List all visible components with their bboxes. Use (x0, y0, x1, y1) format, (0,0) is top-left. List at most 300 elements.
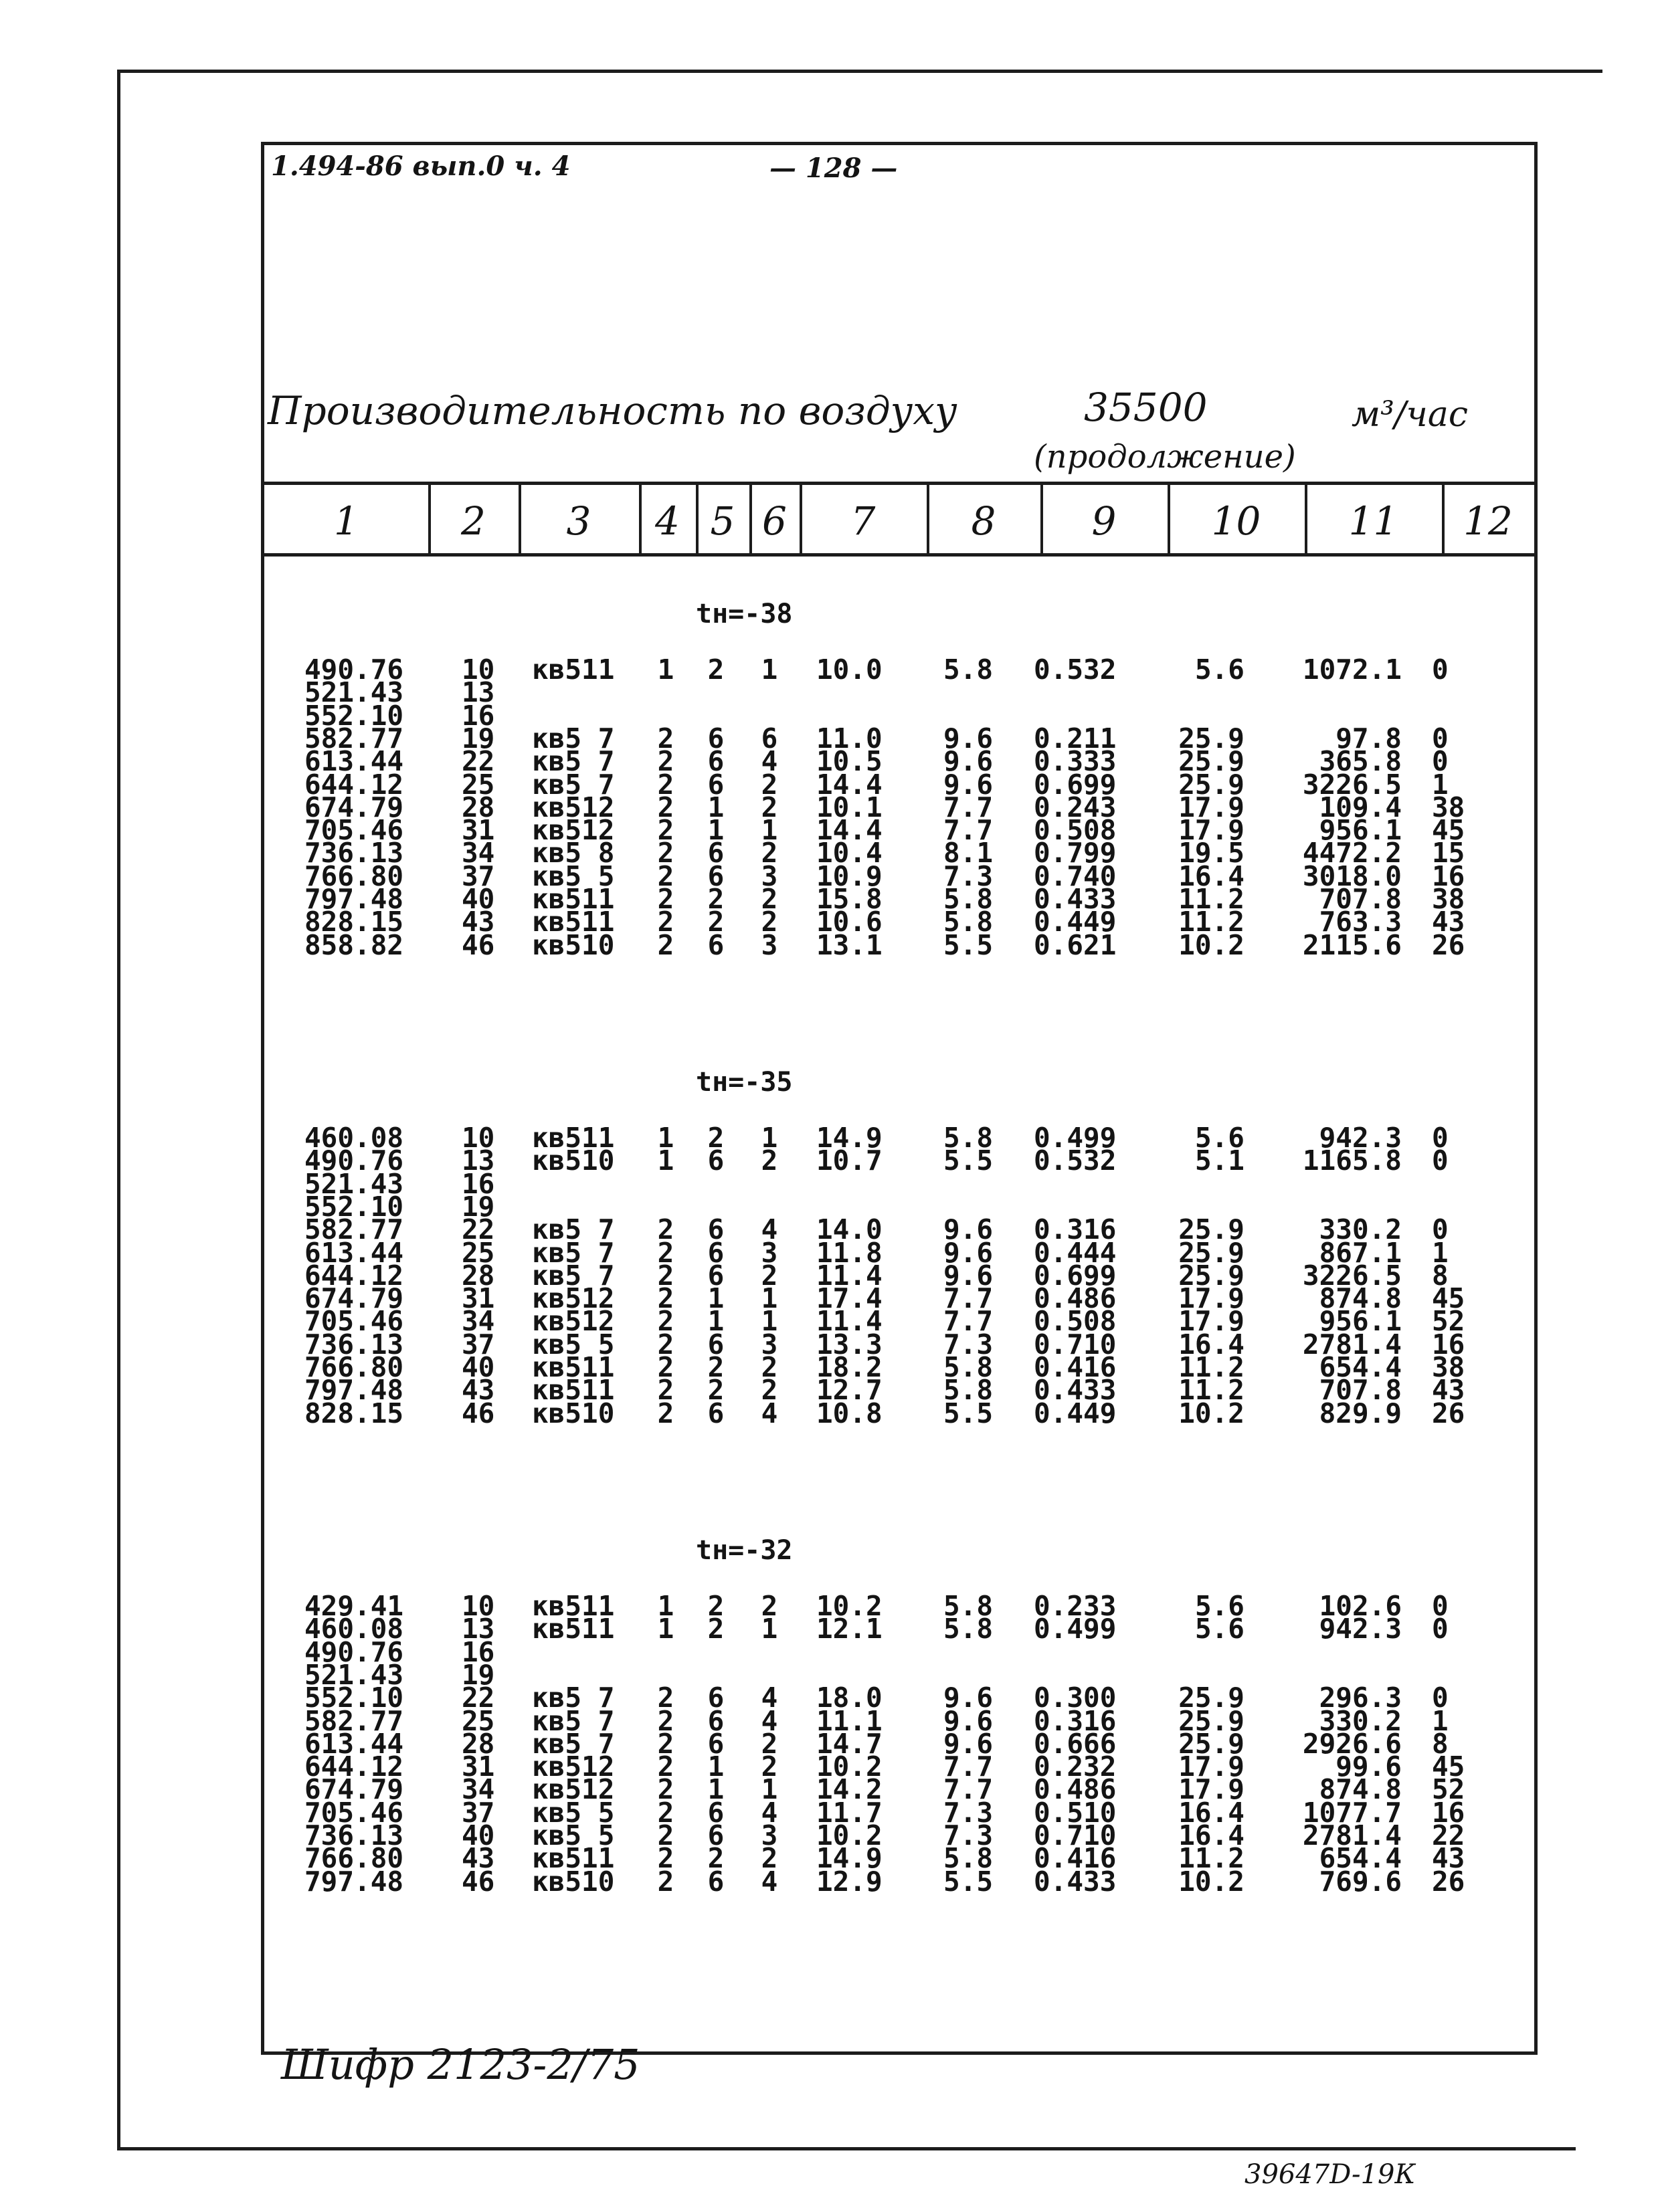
cell-col-9: 0.740 (1034, 860, 1117, 892)
airflow-value: 35500 (1084, 385, 1208, 430)
cell-col-7: 14.0 (816, 1213, 883, 1246)
cell-col-8: 5.8 (943, 1842, 994, 1875)
cell-col-4: 2 (657, 791, 674, 823)
cell-col-11: 769.6 (1319, 1865, 1402, 1898)
cell-col-8: 7.3 (943, 1796, 994, 1829)
cell-col-9: 0.508 (1034, 814, 1117, 847)
cell-col-7: 13.1 (816, 928, 883, 961)
cell-col-2: 46 (462, 1397, 495, 1429)
cell-col-2: 19 (462, 1658, 495, 1691)
cell-col-10: 16.4 (1178, 860, 1244, 892)
column-header-4: 4 (655, 498, 680, 544)
cell-col-3: кв5 7 (532, 722, 615, 755)
cell-col-5: 1 (707, 814, 725, 847)
cell-col-4: 2 (657, 1773, 674, 1806)
cell-col-1: 674.79 (304, 791, 404, 823)
cell-col-11: 296.3 (1319, 1682, 1402, 1714)
cell-col-1: 521.43 (304, 676, 404, 709)
cell-col-7: 12.1 (816, 1613, 883, 1645)
cell-col-8: 7.7 (943, 814, 994, 847)
cell-col-10: 17.9 (1178, 1773, 1244, 1806)
cell-col-11: 3226.5 (1302, 1259, 1402, 1292)
cell-col-11: 874.8 (1319, 1282, 1402, 1315)
cell-col-2: 19 (462, 1190, 495, 1223)
cell-col-10: 10.2 (1178, 1865, 1244, 1898)
cell-col-12: 15 (1432, 837, 1465, 870)
cell-col-5: 1 (707, 1305, 725, 1338)
cell-col-6: 4 (761, 1865, 778, 1898)
cell-col-1: 828.15 (304, 1397, 404, 1429)
cell-col-7: 10.9 (816, 860, 883, 892)
cell-col-1: 828.15 (304, 906, 404, 938)
cell-col-12: 16 (1432, 1796, 1465, 1829)
cell-col-3: кв511 (532, 906, 615, 938)
cell-col-8: 5.8 (943, 653, 994, 686)
section-label: tн=-38 (696, 599, 793, 629)
cell-col-3: кв511 (532, 653, 615, 686)
column-header-3: 3 (566, 498, 591, 544)
column-header-10: 10 (1211, 498, 1261, 544)
cell-col-12: 8 (1432, 1259, 1449, 1292)
cell-col-2: 31 (462, 814, 495, 847)
cell-col-6: 2 (761, 1727, 778, 1760)
cell-col-2: 10 (462, 1590, 495, 1622)
cell-col-8: 8.1 (943, 837, 994, 870)
cell-col-12: 0 (1432, 1590, 1449, 1622)
cell-col-6: 2 (761, 1842, 778, 1875)
cell-col-2: 31 (462, 1282, 495, 1315)
cell-col-2: 19 (462, 722, 495, 755)
cell-col-10: 17.9 (1178, 791, 1244, 823)
cell-col-3: кв511 (532, 1613, 615, 1645)
cell-col-6: 4 (761, 745, 778, 778)
cell-col-4: 2 (657, 722, 674, 755)
cell-col-5: 6 (707, 722, 725, 755)
table-row (0, 1635, 1660, 1668)
continuation-note: (продолжение) (1034, 438, 1296, 476)
cell-col-10: 17.9 (1178, 1305, 1244, 1338)
cell-col-11: 2781.4 (1302, 1819, 1402, 1851)
cell-col-8: 5.8 (943, 1590, 994, 1622)
cell-col-6: 3 (761, 1328, 778, 1361)
cell-col-8: 9.6 (943, 768, 994, 801)
cell-col-5: 1 (707, 1773, 725, 1806)
cell-col-12: 26 (1432, 1865, 1465, 1898)
cell-col-8: 5.8 (943, 906, 994, 938)
cell-col-7: 10.4 (816, 837, 883, 870)
cell-col-8: 9.6 (943, 1213, 994, 1246)
cell-col-1: 644.12 (304, 1750, 404, 1783)
cell-col-12: 0 (1432, 722, 1449, 755)
cell-col-10: 19.5 (1178, 837, 1244, 870)
cell-col-3: кв5 7 (532, 1727, 615, 1760)
cell-col-2: 28 (462, 791, 495, 823)
cell-col-10: 25.9 (1178, 1727, 1244, 1760)
cell-col-9: 0.333 (1034, 745, 1117, 778)
cell-col-6: 4 (761, 1796, 778, 1829)
cell-col-5: 2 (707, 1590, 725, 1622)
cell-col-4: 2 (657, 906, 674, 938)
cell-col-1: 582.77 (304, 1213, 404, 1246)
cell-col-11: 99.6 (1335, 1750, 1402, 1783)
cell-col-10: 11.2 (1178, 1842, 1244, 1875)
cell-col-2: 46 (462, 1865, 495, 1898)
cell-col-11: 763.3 (1319, 906, 1402, 938)
cell-col-2: 25 (462, 1236, 495, 1269)
cell-col-10: 10.2 (1178, 1397, 1244, 1429)
cell-col-5: 6 (707, 1236, 725, 1269)
cell-col-6: 3 (761, 1819, 778, 1851)
cell-col-8: 7.7 (943, 1282, 994, 1315)
cell-col-7: 17.4 (816, 1282, 883, 1315)
cell-col-12: 0 (1432, 1613, 1449, 1645)
cell-col-2: 37 (462, 1796, 495, 1829)
cell-col-5: 6 (707, 1397, 725, 1429)
cell-col-9: 0.510 (1034, 1796, 1117, 1829)
cell-col-2: 28 (462, 1727, 495, 1760)
cell-col-8: 5.5 (943, 1865, 994, 1898)
cell-col-9: 0.444 (1034, 1236, 1117, 1269)
cell-col-5: 6 (707, 837, 725, 870)
cell-col-4: 2 (657, 1796, 674, 1829)
cell-col-9: 0.532 (1034, 653, 1117, 686)
cell-col-3: кв512 (532, 1305, 615, 1338)
cell-col-10: 5.6 (1194, 653, 1244, 686)
column-header-2: 2 (461, 498, 486, 544)
cell-col-8: 9.6 (943, 1704, 994, 1737)
column-header-9: 9 (1091, 498, 1117, 544)
cell-col-5: 6 (707, 1796, 725, 1829)
cell-col-9: 0.799 (1034, 837, 1117, 870)
cell-col-10: 25.9 (1178, 722, 1244, 755)
cell-col-12: 1 (1432, 1236, 1449, 1269)
cell-col-5: 6 (707, 928, 725, 961)
cell-col-10: 5.6 (1194, 1590, 1244, 1622)
cell-col-8: 5.5 (943, 1397, 994, 1429)
cell-col-11: 3226.5 (1302, 768, 1402, 801)
cell-col-6: 4 (761, 1213, 778, 1246)
cell-col-3: кв512 (532, 1773, 615, 1806)
cell-col-11: 102.6 (1319, 1590, 1402, 1622)
cell-col-4: 2 (657, 1259, 674, 1292)
cell-col-5: 2 (707, 1122, 725, 1154)
cell-col-2: 40 (462, 1819, 495, 1851)
cell-col-1: 582.77 (304, 722, 404, 755)
cell-col-11: 2926.6 (1302, 1727, 1402, 1760)
cell-col-4: 2 (657, 1819, 674, 1851)
table-row (0, 653, 1660, 686)
cell-col-8: 9.6 (943, 722, 994, 755)
cell-col-1: 705.46 (304, 814, 404, 847)
cell-col-8: 9.6 (943, 745, 994, 778)
cell-col-8: 7.7 (943, 1750, 994, 1783)
cell-col-1: 613.44 (304, 1236, 404, 1269)
cell-col-5: 1 (707, 791, 725, 823)
cell-col-6: 1 (761, 653, 778, 686)
cell-col-2: 13 (462, 1613, 495, 1645)
cell-col-8: 7.7 (943, 1305, 994, 1338)
airflow-unit: м³/час (1352, 395, 1468, 435)
cell-col-12: 43 (1432, 1374, 1465, 1407)
cell-col-4: 2 (657, 883, 674, 915)
cell-col-2: 13 (462, 1144, 495, 1177)
cell-col-7: 10.7 (816, 1144, 883, 1177)
cell-col-4: 1 (657, 653, 674, 686)
cell-col-8: 7.3 (943, 1328, 994, 1361)
cell-col-3: кв511 (532, 1590, 615, 1622)
cell-col-9: 0.699 (1034, 768, 1117, 801)
cell-col-11: 942.3 (1319, 1613, 1402, 1645)
cell-col-6: 3 (761, 928, 778, 961)
cell-col-10: 11.2 (1178, 1374, 1244, 1407)
cell-col-10: 16.4 (1178, 1819, 1244, 1851)
table-row (0, 1613, 1660, 1645)
cell-col-11: 707.8 (1319, 883, 1402, 915)
cell-col-7: 10.2 (816, 1750, 883, 1783)
cell-col-11: 97.8 (1335, 722, 1402, 755)
cell-col-8: 5.5 (943, 928, 994, 961)
cell-col-1: 858.82 (304, 928, 404, 961)
cell-col-7: 11.0 (816, 722, 883, 755)
cell-col-4: 2 (657, 1305, 674, 1338)
cell-col-12: 0 (1432, 653, 1449, 686)
cell-col-6: 2 (761, 1144, 778, 1177)
outer-border-bottom (117, 2147, 1576, 2150)
cell-col-4: 2 (657, 1213, 674, 1246)
cell-col-2: 43 (462, 1842, 495, 1875)
cell-col-2: 34 (462, 837, 495, 870)
cell-col-8: 9.6 (943, 1727, 994, 1760)
cell-col-5: 2 (707, 1374, 725, 1407)
cell-col-6: 2 (761, 1351, 778, 1383)
cell-col-12: 8 (1432, 1727, 1449, 1760)
cell-col-10: 25.9 (1178, 1704, 1244, 1737)
cell-col-9: 0.300 (1034, 1682, 1117, 1714)
cell-col-9: 0.699 (1034, 1259, 1117, 1292)
cell-col-12: 0 (1432, 1213, 1449, 1246)
cell-col-12: 52 (1432, 1773, 1465, 1806)
cell-col-2: 16 (462, 1167, 495, 1200)
table-row (0, 1144, 1660, 1177)
cell-col-10: 25.9 (1178, 768, 1244, 801)
cell-col-3: кв5 7 (532, 1236, 615, 1269)
cell-col-5: 2 (707, 906, 725, 938)
cell-col-1: 552.10 (304, 1190, 404, 1223)
cell-col-7: 10.2 (816, 1819, 883, 1851)
cell-col-11: 330.2 (1319, 1704, 1402, 1737)
cell-col-12: 45 (1432, 1282, 1465, 1315)
cell-col-3: кв5 5 (532, 860, 615, 892)
cell-col-10: 16.4 (1178, 1796, 1244, 1829)
cell-col-8: 7.3 (943, 860, 994, 892)
cell-col-1: 705.46 (304, 1796, 404, 1829)
cipher-label: Шифр 2123-2/75 (281, 2040, 640, 2089)
cell-col-3: кв512 (532, 814, 615, 847)
document-code: 1.494-86 вып.0 ч. 4 (271, 150, 571, 182)
cell-col-11: 829.9 (1319, 1397, 1402, 1429)
cell-col-4: 1 (657, 1613, 674, 1645)
cell-col-9: 0.499 (1034, 1122, 1117, 1154)
cell-col-7: 14.4 (816, 814, 883, 847)
cell-col-10: 17.9 (1178, 1750, 1244, 1783)
cell-col-6: 4 (761, 1397, 778, 1429)
cell-col-7: 14.7 (816, 1727, 883, 1760)
cell-col-7: 11.8 (816, 1236, 883, 1269)
cell-col-1: 705.46 (304, 1305, 404, 1338)
cell-col-12: 43 (1432, 1842, 1465, 1875)
cell-col-9: 0.508 (1034, 1305, 1117, 1338)
cell-col-11: 3018.0 (1302, 860, 1402, 892)
cell-col-11: 867.1 (1319, 1236, 1402, 1269)
cell-col-8: 7.3 (943, 1819, 994, 1851)
cell-col-6: 1 (761, 1122, 778, 1154)
cell-col-1: 490.76 (304, 653, 404, 686)
cell-col-1: 674.79 (304, 1282, 404, 1315)
cell-col-11: 654.4 (1319, 1842, 1402, 1875)
cell-col-1: 521.43 (304, 1658, 404, 1691)
cell-col-10: 25.9 (1178, 1682, 1244, 1714)
cell-col-3: кв511 (532, 1351, 615, 1383)
cell-col-6: 2 (761, 1590, 778, 1622)
cell-col-4: 2 (657, 768, 674, 801)
cell-col-12: 38 (1432, 883, 1465, 915)
cell-col-3: кв510 (532, 928, 615, 961)
cell-col-2: 31 (462, 1750, 495, 1783)
cell-col-3: кв5 7 (532, 768, 615, 801)
cell-col-5: 6 (707, 1213, 725, 1246)
cell-col-1: 490.76 (304, 1144, 404, 1177)
cell-col-7: 11.7 (816, 1796, 883, 1829)
cell-col-1: 797.48 (304, 1865, 404, 1898)
cell-col-6: 4 (761, 1682, 778, 1714)
cell-col-9: 0.449 (1034, 906, 1117, 938)
cell-col-12: 26 (1432, 1397, 1465, 1429)
cell-col-1: 736.13 (304, 837, 404, 870)
table-row (0, 1865, 1660, 1898)
cell-col-2: 16 (462, 699, 495, 732)
cell-col-11: 707.8 (1319, 1374, 1402, 1407)
cell-col-3: кв5 7 (532, 1213, 615, 1246)
cell-col-3: кв5 7 (532, 745, 615, 778)
cell-col-12: 16 (1432, 1328, 1465, 1361)
cell-col-4: 2 (657, 1282, 674, 1315)
cell-col-9: 0.433 (1034, 1374, 1117, 1407)
cell-col-2: 43 (462, 906, 495, 938)
cell-col-8: 9.6 (943, 1259, 994, 1292)
cell-col-4: 2 (657, 814, 674, 847)
cell-col-11: 942.3 (1319, 1122, 1402, 1154)
cell-col-1: 766.80 (304, 860, 404, 892)
column-header-11: 11 (1348, 498, 1398, 544)
cell-col-2: 34 (462, 1773, 495, 1806)
cell-col-9: 0.486 (1034, 1773, 1117, 1806)
cell-col-6: 3 (761, 860, 778, 892)
cell-col-3: кв5 8 (532, 837, 615, 870)
cell-col-8: 5.8 (943, 883, 994, 915)
cell-col-5: 1 (707, 1750, 725, 1783)
cell-col-12: 0 (1432, 1682, 1449, 1714)
cell-col-7: 11.4 (816, 1305, 883, 1338)
cell-col-12: 52 (1432, 1305, 1465, 1338)
cell-col-1: 521.43 (304, 1167, 404, 1200)
column-header-7: 7 (850, 498, 876, 544)
cell-col-9: 0.666 (1034, 1727, 1117, 1760)
cell-col-10: 10.2 (1178, 928, 1244, 961)
cell-col-9: 0.233 (1034, 1590, 1117, 1622)
cell-col-6: 2 (761, 883, 778, 915)
cell-col-1: 460.08 (304, 1122, 404, 1154)
cell-col-4: 2 (657, 1374, 674, 1407)
cell-col-1: 736.13 (304, 1819, 404, 1851)
cell-col-5: 2 (707, 883, 725, 915)
cell-col-2: 25 (462, 1704, 495, 1737)
cell-col-7: 18.0 (816, 1682, 883, 1714)
cell-col-6: 3 (761, 1236, 778, 1269)
cell-col-6: 1 (761, 1305, 778, 1338)
cell-col-5: 2 (707, 653, 725, 686)
cell-col-3: кв512 (532, 1750, 615, 1783)
cell-col-10: 5.6 (1194, 1613, 1244, 1645)
cell-col-6: 1 (761, 814, 778, 847)
cell-col-1: 429.41 (304, 1590, 404, 1622)
cell-col-11: 4472.2 (1302, 837, 1402, 870)
cell-col-2: 22 (462, 1213, 495, 1246)
cell-col-11: 330.2 (1319, 1213, 1402, 1246)
cell-col-8: 5.8 (943, 1374, 994, 1407)
cell-col-8: 7.7 (943, 1773, 994, 1806)
cell-col-12: 16 (1432, 860, 1465, 892)
cell-col-10: 5.6 (1194, 1122, 1244, 1154)
cell-col-11: 874.8 (1319, 1773, 1402, 1806)
cell-col-10: 25.9 (1178, 1213, 1244, 1246)
cell-col-9: 0.232 (1034, 1750, 1117, 1783)
cell-col-4: 2 (657, 1865, 674, 1898)
cell-col-6: 1 (761, 1282, 778, 1315)
cell-col-5: 6 (707, 1865, 725, 1898)
cell-col-7: 10.6 (816, 906, 883, 938)
cell-col-12: 22 (1432, 1819, 1465, 1851)
cell-col-8: 5.8 (943, 1351, 994, 1383)
cell-col-7: 11.4 (816, 1259, 883, 1292)
cell-col-6: 6 (761, 722, 778, 755)
column-header-5: 5 (710, 498, 735, 544)
cell-col-3: кв511 (532, 1374, 615, 1407)
cell-col-5: 2 (707, 1613, 725, 1645)
cell-col-12: 38 (1432, 791, 1465, 823)
cell-col-9: 0.243 (1034, 791, 1117, 823)
cell-col-4: 2 (657, 1328, 674, 1361)
cell-col-3: кв511 (532, 883, 615, 915)
column-header-12: 12 (1463, 498, 1513, 544)
cell-col-1: 460.08 (304, 1613, 404, 1645)
cell-col-1: 552.10 (304, 699, 404, 732)
cell-col-2: 46 (462, 928, 495, 961)
cell-col-5: 6 (707, 745, 725, 778)
cell-col-6: 2 (761, 768, 778, 801)
cell-col-7: 18.2 (816, 1351, 883, 1383)
cell-col-7: 10.2 (816, 1590, 883, 1622)
cell-col-2: 34 (462, 1305, 495, 1338)
cell-col-9: 0.710 (1034, 1328, 1117, 1361)
cell-col-6: 2 (761, 791, 778, 823)
cell-col-5: 2 (707, 1351, 725, 1383)
cell-col-1: 582.77 (304, 1704, 404, 1737)
column-header-8: 8 (971, 498, 996, 544)
cell-col-2: 37 (462, 1328, 495, 1361)
cell-col-12: 0 (1432, 1144, 1449, 1177)
cell-col-12: 26 (1432, 928, 1465, 961)
page-title: Производительность по воздуху (268, 388, 957, 433)
